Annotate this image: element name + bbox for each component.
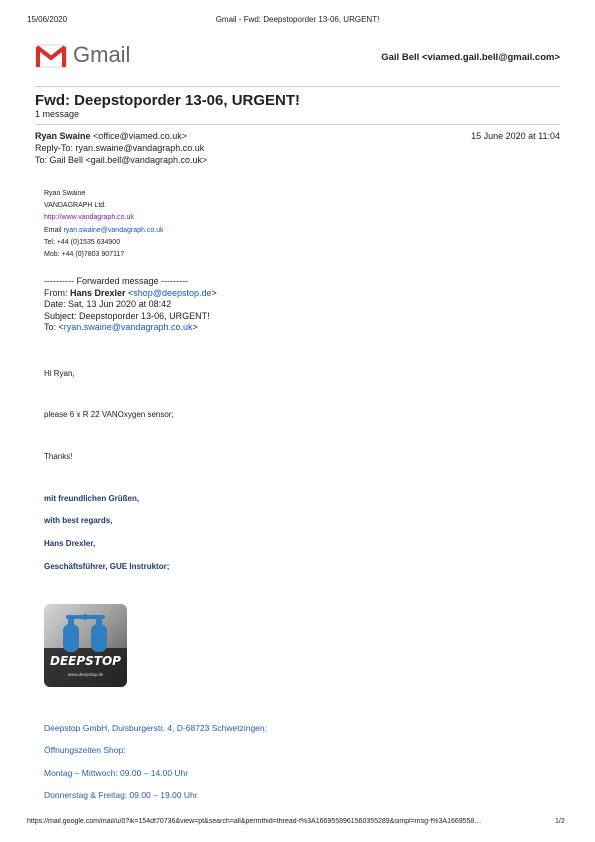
forwarded-divider: ---------- Forwarded message --------- xyxy=(44,276,188,286)
message-date: 15 June 2020 at 11:04 xyxy=(471,131,560,141)
gmail-logo-text: Gmail xyxy=(73,42,131,67)
signature-mob: Mob: +44 (0)7803 907117 xyxy=(44,251,125,259)
header-divider xyxy=(35,86,560,87)
sender-signoff-title: Geschäftsführer, GUE Instruktor; xyxy=(44,562,170,571)
gmail-logo-icon xyxy=(35,44,67,68)
opening-hours-thu-fri: Donnerstag & Freitag: 09.00 – 19.00 Uhr xyxy=(44,790,198,800)
deepstop-logo-url: www.deepstop.de xyxy=(67,672,104,677)
print-page-number: 1/2 xyxy=(555,818,565,825)
deepstop-logo xyxy=(44,604,127,687)
print-date: 15/06/2020 xyxy=(27,15,68,24)
signature-email: Email ryan.swaine@vandagraph.co.uk xyxy=(44,226,164,234)
signature-website-link[interactable]: http://www.vandagraph.co.uk xyxy=(44,214,134,222)
signature-tel: Tel: +44 (0)1535 634900 xyxy=(44,238,121,246)
print-title: Gmail - Fwd: Deepstoporder 13-06, URGENT! xyxy=(215,15,380,24)
forwarded-subject: Subject: Deepstoporder 13-06, URGENT! xyxy=(44,310,210,321)
forwarded-header xyxy=(44,276,217,334)
request-text: please 6 x R 22 VANOxygen sensor; xyxy=(44,410,174,419)
forwarded-from-email-link[interactable]: shop@deepstop.de xyxy=(133,287,212,298)
signature-name: Ryan Swaine xyxy=(44,190,86,197)
message-count: 1 message xyxy=(35,109,80,119)
signature-email-link[interactable]: ryan.swaine@vandagraph.co.uk xyxy=(63,226,164,234)
forwarded-to-email-link[interactable]: ryan.swaine@vandagraph.co.uk xyxy=(63,322,193,333)
thread-subject: Fwd: Deepstoporder 13-06, URGENT! xyxy=(35,92,301,109)
sender-signoff-name: Hans Drexler, xyxy=(44,539,96,548)
forwarded-from-name: Hans Drexler xyxy=(70,287,126,298)
forwarded-from: From: Hans Drexler <shop@deepstop.de> xyxy=(44,287,217,298)
greeting-text: Hi Ryan, xyxy=(44,369,75,378)
thanks-text: Thanks! xyxy=(44,452,73,461)
reply-to: Reply-To: ryan.swaine@vandagraph.co.uk xyxy=(35,143,205,153)
opening-hours-weekdays: Montag – Mittwoch: 09.00 – 14.00 Uhr xyxy=(44,768,189,778)
closing-english: with best regards, xyxy=(44,516,113,525)
subject-divider xyxy=(35,124,560,125)
print-url: https://mail.google.com/mail/u/0?ik=154df70736&view=pt&search=all&permthid=thread-f%3A1669558961560355289&simpl=msg-f%3A1669558… xyxy=(27,818,482,825)
closing-german: mit freundlichen Grüßen, xyxy=(44,494,140,503)
company-address: Deepstop GmbH, Duisburgerstr. 4, D-68723 Schwetzingen; xyxy=(44,723,268,733)
account-email: Gail Bell <viamed.gail.bell@gmail.com> xyxy=(381,52,560,63)
forwarded-date: Date: Sat, 13 Jun 2020 at 08:42 xyxy=(44,299,172,310)
deepstop-logo-text: DEEPSTOP xyxy=(50,654,121,668)
signature-company: VANDAGRAPH Ltd. xyxy=(44,202,107,210)
signature-block xyxy=(44,188,164,261)
message-to: To: Gail Bell <gail.bell@vandagraph.co.uk> xyxy=(35,155,208,165)
message-from xyxy=(35,131,187,143)
sender-name: Ryan Swaine xyxy=(35,131,91,141)
sender-email: <office@viamed.co.uk> xyxy=(93,131,188,141)
opening-hours-label: Öffnungszeiten Shop: xyxy=(44,745,126,755)
forwarded-to: To: <ryan.swaine@vandagraph.co.uk> xyxy=(44,322,198,333)
